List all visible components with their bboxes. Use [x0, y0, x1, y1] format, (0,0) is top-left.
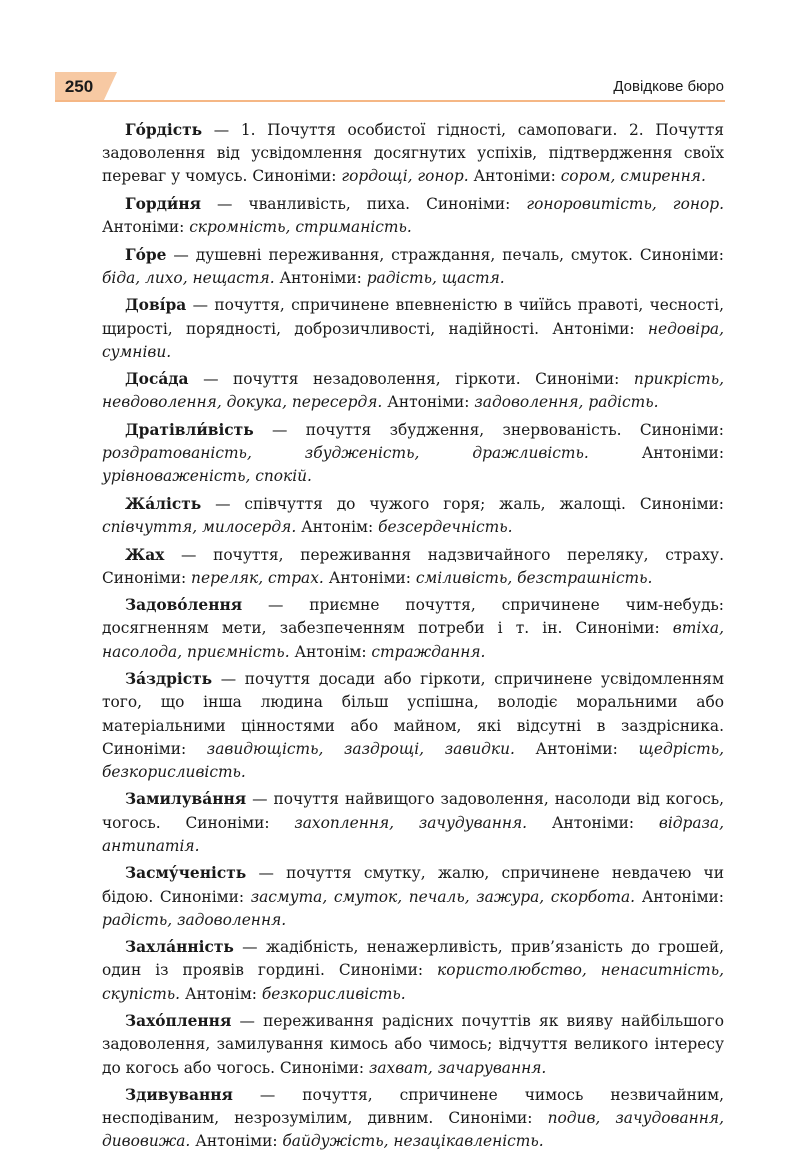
- entry-term: Жа́лість: [125, 494, 202, 513]
- dictionary-entry: [102, 1010, 724, 1080]
- antonyms-label: Антонім:: [289, 642, 372, 661]
- entry-antonyms: сором, смирення.: [560, 167, 706, 186]
- entry-term: Горди́ня: [125, 194, 201, 213]
- entry-definition: — почуття збудження, знервованість.: [253, 420, 640, 439]
- synonyms-label: Синоніми:: [639, 420, 724, 439]
- entry-synonyms: прикрість, невдоволення, докука, пересердя.: [102, 370, 724, 412]
- entry-synonyms: захват, зачарування.: [368, 1058, 547, 1077]
- entry-term: Здивування: [125, 1086, 233, 1105]
- entry-antonyms: відраза, антипатія.: [102, 813, 724, 855]
- entry-definition: — почуття найвищого задоволення, насолоди від когось, чогось.: [102, 790, 724, 832]
- entry-antonyms: скромність, стриманість.: [189, 218, 412, 237]
- entry-term: Дові́ра: [125, 296, 187, 315]
- synonyms-label: Синоніми:: [639, 245, 724, 264]
- dictionary-entry: [102, 493, 724, 539]
- synonyms-label: Синоніми:: [426, 194, 527, 213]
- entry-antonyms: урівноваженість, спокій.: [102, 467, 312, 486]
- entry-antonyms: безсердечність.: [378, 518, 513, 537]
- antonyms-label: Антоніми:: [588, 444, 725, 463]
- synonyms-label: Синоніми:: [102, 739, 207, 758]
- entry-antonyms: недовіра, сумніви.: [102, 319, 724, 361]
- entry-antonyms: радість, задоволення.: [102, 910, 287, 929]
- antonyms-label: Антоніми:: [635, 887, 724, 906]
- antonyms-label: Антоніми:: [527, 813, 659, 832]
- synonyms-label: Синоніми:: [279, 1058, 369, 1077]
- synonyms-label: Синоніми:: [639, 494, 724, 513]
- entry-antonyms: байдужість, незацікавленість.: [282, 1132, 544, 1151]
- antonyms-label: Антоніми:: [102, 218, 190, 237]
- dictionary-entry: [102, 788, 724, 858]
- synonyms-label: Синоніми:: [448, 1109, 548, 1128]
- page-number-tab: [55, 72, 103, 102]
- entry-definition: — почуття, спричинене впевненістю в чиїйсь правоті, чесності, щирості, порядності, доброзичливості, надійності.: [102, 296, 724, 338]
- dictionary-entry: [102, 294, 724, 364]
- antonyms-label: Антоніми:: [382, 393, 475, 412]
- entry-definition: — чванливість, пиха.: [200, 194, 427, 213]
- entry-term: Захла́нність: [125, 938, 234, 957]
- dictionary-entries: [102, 119, 724, 1158]
- entry-definition: — почуття досади або гіркоти, спричинене усвідомленням того, що інша людина більш успішна, володіє моральними або матеріальними цінностями або майном, які відсутні в заздрісника.: [102, 670, 724, 735]
- entry-synonyms: захоплення, зачудування.: [294, 813, 528, 832]
- entry-definition: — 1. Почуття особистої гідності, самоповаги. 2. Почуття задоволення від усвідомлення досягнутих успіхів, підтвердження своїх переваг у чомусь.: [102, 121, 724, 186]
- dictionary-entry: [102, 1084, 724, 1154]
- dictionary-entry: [102, 936, 724, 1006]
- entry-antonyms: радість, щастя.: [366, 268, 505, 287]
- dictionary-entry: [102, 668, 724, 784]
- synonyms-label: Синоніми:: [185, 813, 295, 832]
- dictionary-entry: [102, 119, 724, 189]
- synonyms-label: Синоніми:: [102, 568, 192, 587]
- antonyms-label: Антоніми:: [514, 739, 639, 758]
- antonyms-label: Антонім:: [180, 984, 262, 1003]
- entry-definition: — почуття, переживання надзвичайного переляку, страху.: [164, 545, 724, 564]
- entry-term: Доса́да: [125, 370, 189, 389]
- entry-synonyms: співчуття, милосердя.: [102, 518, 297, 537]
- synonyms-label: Синоніми:: [575, 619, 673, 638]
- entry-definition: — почуття, спричинене чимось незвичайним, несподіваним, незрозумілим, дивним.: [102, 1086, 724, 1128]
- entry-antonyms: безкорисливість.: [261, 984, 406, 1003]
- entry-definition: — почуття незадоволення, гіркоти.: [188, 370, 536, 389]
- entry-synonyms: засмута, смуток, печаль, зажура, скорбота.: [250, 887, 636, 906]
- entry-term: Захо́плення: [125, 1012, 232, 1031]
- entry-synonyms: гоноровитість, гонор.: [526, 194, 724, 213]
- entry-synonyms: подив, зачудовання, дивовижа.: [102, 1109, 724, 1151]
- entry-term: Задово́лення: [125, 596, 243, 615]
- entry-synonyms: користолюбство, ненаситність, скупість.: [102, 961, 724, 1003]
- entry-definition: — жадібність, ненажерливість, прив’язаність до грошей, один із проявів гордині.: [102, 938, 724, 980]
- entry-definition: — співчуття до чужого горя; жаль, жалощі.: [201, 494, 640, 513]
- entry-term: Го́ре: [125, 245, 167, 264]
- dictionary-entry: [102, 368, 724, 414]
- entry-definition: — почуття смутку, жалю, спричинене невдачею чи бідою.: [102, 864, 724, 906]
- header-rule: [55, 100, 725, 102]
- synonyms-label: Синоніми:: [535, 370, 634, 389]
- entry-term: Жах: [125, 545, 165, 564]
- antonyms-label: Антоніми:: [323, 568, 416, 587]
- entry-antonyms: страждання.: [371, 642, 486, 661]
- entry-synonyms: втіха, насолода, приємність.: [102, 619, 725, 661]
- entry-definition: — приємне почуття, спричинене чим-небудь: досягненням мети, забезпеченням потреби і т. ін.: [102, 596, 724, 638]
- dictionary-entry: [102, 862, 724, 932]
- antonyms-label: Антоніми:: [274, 268, 367, 287]
- entry-term: Засму́ченість: [125, 864, 247, 883]
- entry-synonyms: роздратованість, збудженість, дражливість.: [102, 444, 589, 463]
- entry-synonyms: гордощі, гонор.: [341, 167, 469, 186]
- page-number: 250: [64, 77, 94, 96]
- dictionary-entry: [102, 544, 724, 590]
- antonyms-label: Антоніми:: [190, 1132, 283, 1151]
- entry-synonyms: переляк, страх.: [191, 568, 324, 587]
- entry-term: Замилува́ння: [125, 790, 247, 809]
- section-title: Довідкове бюро: [613, 78, 724, 95]
- dictionary-entry: [102, 244, 724, 290]
- antonyms-label: Антоніми:: [468, 167, 561, 186]
- entry-antonyms: задоволення, радість.: [474, 393, 659, 412]
- entry-antonyms: щедрість, безкорисливість.: [102, 739, 724, 781]
- entry-definition: — душевні переживання, страждання, печаль, смуток.: [166, 245, 640, 264]
- dictionary-entry: [102, 419, 724, 489]
- antonyms-label: Антоніми:: [552, 319, 648, 338]
- dictionary-entry: [102, 193, 724, 239]
- entry-term: Дратівли́вість: [125, 420, 254, 439]
- entry-antonyms: сміливість, безстрашність.: [415, 568, 653, 587]
- entry-synonyms: біда, лихо, нещастя.: [102, 268, 275, 287]
- synonyms-label: Синоніми:: [159, 887, 251, 906]
- entry-synonyms: завидющість, заздрощі, завидки.: [206, 739, 515, 758]
- synonyms-label: Синоніми:: [252, 167, 342, 186]
- antonyms-label: Антонім:: [296, 518, 379, 537]
- entry-term: Го́рдість: [125, 121, 203, 139]
- page-header: [0, 0, 800, 110]
- entry-term: За́здрість: [125, 670, 213, 689]
- synonyms-label: Синоніми:: [338, 961, 437, 980]
- dictionary-entry: [102, 594, 724, 664]
- entry-definition: — переживання радісних почуттів як вияву найбільшого задоволення, замилування кимось або чимось; відчуття великого інтересу до когось або чогось.: [102, 1012, 724, 1077]
